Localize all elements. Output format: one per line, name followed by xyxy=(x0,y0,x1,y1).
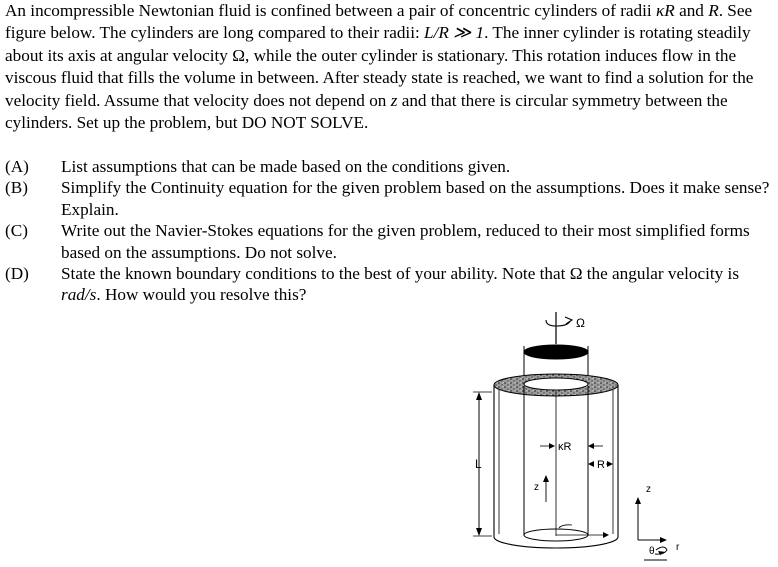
question-c xyxy=(5,220,775,263)
question-text-end: . How would you resolve this? xyxy=(96,285,307,305)
axis-theta-label: θ xyxy=(649,546,655,557)
length-arrowhead-bottom xyxy=(476,528,482,536)
rotation-arrowhead xyxy=(565,317,572,324)
intro-text-1: An incompressible Newtonian fluid is confined between a pair of concentric cylinders of radii xyxy=(5,1,657,20)
kappa-r-arrowhead-right xyxy=(588,443,594,449)
concentric-cylinders-figure xyxy=(462,306,692,564)
z-symbol: z xyxy=(390,90,398,110)
ratio-expression: L/R ≫ 1 xyxy=(424,23,485,43)
intro-text-3: . See figure below. The cylinders are long compared to their radii: xyxy=(5,1,753,43)
omega-symbol: Ω xyxy=(232,45,245,65)
question-text: List assumptions that can be made based on the conditions given. xyxy=(61,157,511,176)
r-arrowhead-right xyxy=(607,461,613,467)
axis-z-arrowhead xyxy=(635,497,641,504)
question-text: State the known boundary conditions to the best of your ability. Note that Ω the angular velocity is xyxy=(61,264,740,284)
intro-text-4: . The inner cylinder is rotating steadily about its axis at angular velocity xyxy=(5,23,751,65)
question-label: (D) xyxy=(5,264,29,284)
question-label: (C) xyxy=(5,221,28,241)
kappa-r-symbol: κR xyxy=(656,1,675,20)
question-text: Simplify the Continuity equation for the given problem based on the assumptions. Does it make sense? Explain. xyxy=(61,178,770,219)
intro-text-2: and xyxy=(674,1,709,20)
question-list xyxy=(5,156,775,306)
outer-cylinder-bottom xyxy=(494,537,618,548)
question-d xyxy=(5,263,775,306)
question-label: (A) xyxy=(5,157,29,176)
axis-r-label: r xyxy=(676,542,680,553)
inner-cylinder-at-fluid-surface xyxy=(524,378,588,390)
length-label: L xyxy=(475,457,482,471)
inner-z-arrowhead xyxy=(543,475,549,482)
bottom-theta-arc xyxy=(559,525,572,528)
intro-text-6: and that there is circular symmetry between the cylinders. Set up the problem, but DO NOT SOLVE. xyxy=(5,90,728,133)
inner-cylinder-top xyxy=(524,345,588,359)
bottom-r-arrowhead xyxy=(603,532,609,538)
axis-z-label: z xyxy=(646,484,651,495)
problem-statement xyxy=(5,0,775,134)
rotation-arrow xyxy=(546,320,570,326)
question-label: (B) xyxy=(5,178,28,198)
r-label: R xyxy=(597,459,605,471)
omega-label: Ω xyxy=(576,316,585,330)
r-symbol: R xyxy=(708,1,719,20)
inner-z-label: z xyxy=(534,482,539,493)
question-a xyxy=(5,156,775,177)
kappa-r-label: κR xyxy=(558,441,572,453)
intro-text-5: , while the outer cylinder is stationary. This rotation induces flow in the viscous fluid that fills the volume in between. After steady state is reached, we want to find a solution for the velocity field. Assume that velocity does not depend on xyxy=(5,45,754,110)
r-arrowhead-left xyxy=(588,461,594,467)
unit-text: rad/s xyxy=(61,285,97,305)
length-arrowhead-top xyxy=(476,392,482,400)
question-b xyxy=(5,177,775,220)
kappa-r-arrowhead-left xyxy=(549,443,555,449)
question-text: Write out the Navier-Stokes equations for the given problem, reduced to their most simplified forms based on the assumptions. Do not solve. xyxy=(61,221,750,262)
axis-r-arrowhead xyxy=(660,537,667,543)
